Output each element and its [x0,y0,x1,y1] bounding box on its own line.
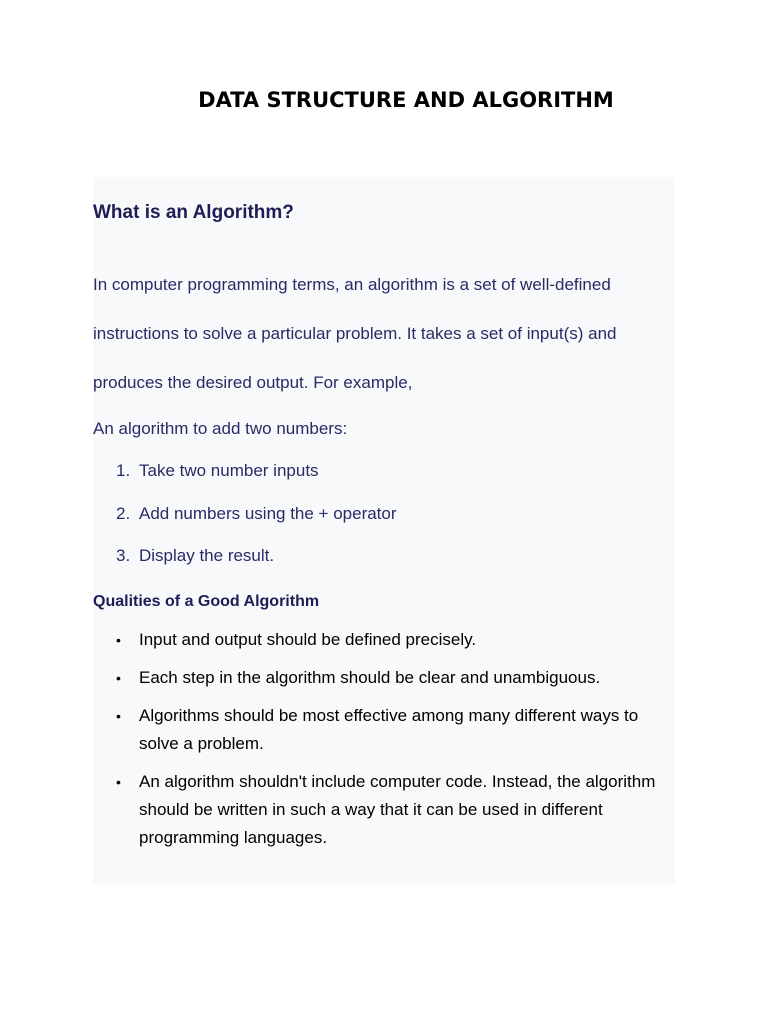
paragraph-line: instructions to solve a particular problem. It takes a set of input(s) and [93,324,617,343]
qualities-heading: Qualities of a Good Algorithm [93,593,320,610]
list-item-text: Each step in the algorithm should be clear and unambiguous. [139,668,601,687]
list-item [116,461,319,481]
paragraph-line: In computer programming terms, an algorithm is a set of well-defined [93,275,611,294]
list-item-text: An algorithm shouldn't include computer code. Instead, the algorithm should be written in such a way that it can be used in different programming languages. [139,772,656,847]
list-item [116,768,676,852]
section-heading: What is an Algorithm? [93,202,294,223]
list-item [116,664,676,692]
list-item-text: Take two number inputs [139,461,319,480]
document-title: DATA STRUCTURE AND ALGORITHM [198,88,614,112]
list-number: 2. [116,504,131,523]
bullet-icon: • [116,670,121,686]
bullet-icon: • [116,708,121,724]
list-number: 1. [116,461,131,480]
list-item [116,546,274,566]
bullet-icon: • [116,632,121,648]
bullet-icon: • [116,774,121,790]
list-number: 3. [116,546,131,565]
list-item-text: Add numbers using the + operator [139,504,397,523]
list-item-text: Display the result. [139,546,275,565]
list-item-text: Algorithms should be most effective among many different ways to solve a problem. [139,706,639,753]
example-intro: An algorithm to add two numbers: [93,419,348,438]
list-item [116,702,676,758]
list-item [116,626,676,654]
list-item-text: Input and output should be defined precisely. [139,630,477,649]
list-item [116,504,397,524]
paragraph-line: produces the desired output. For example, [93,373,413,392]
